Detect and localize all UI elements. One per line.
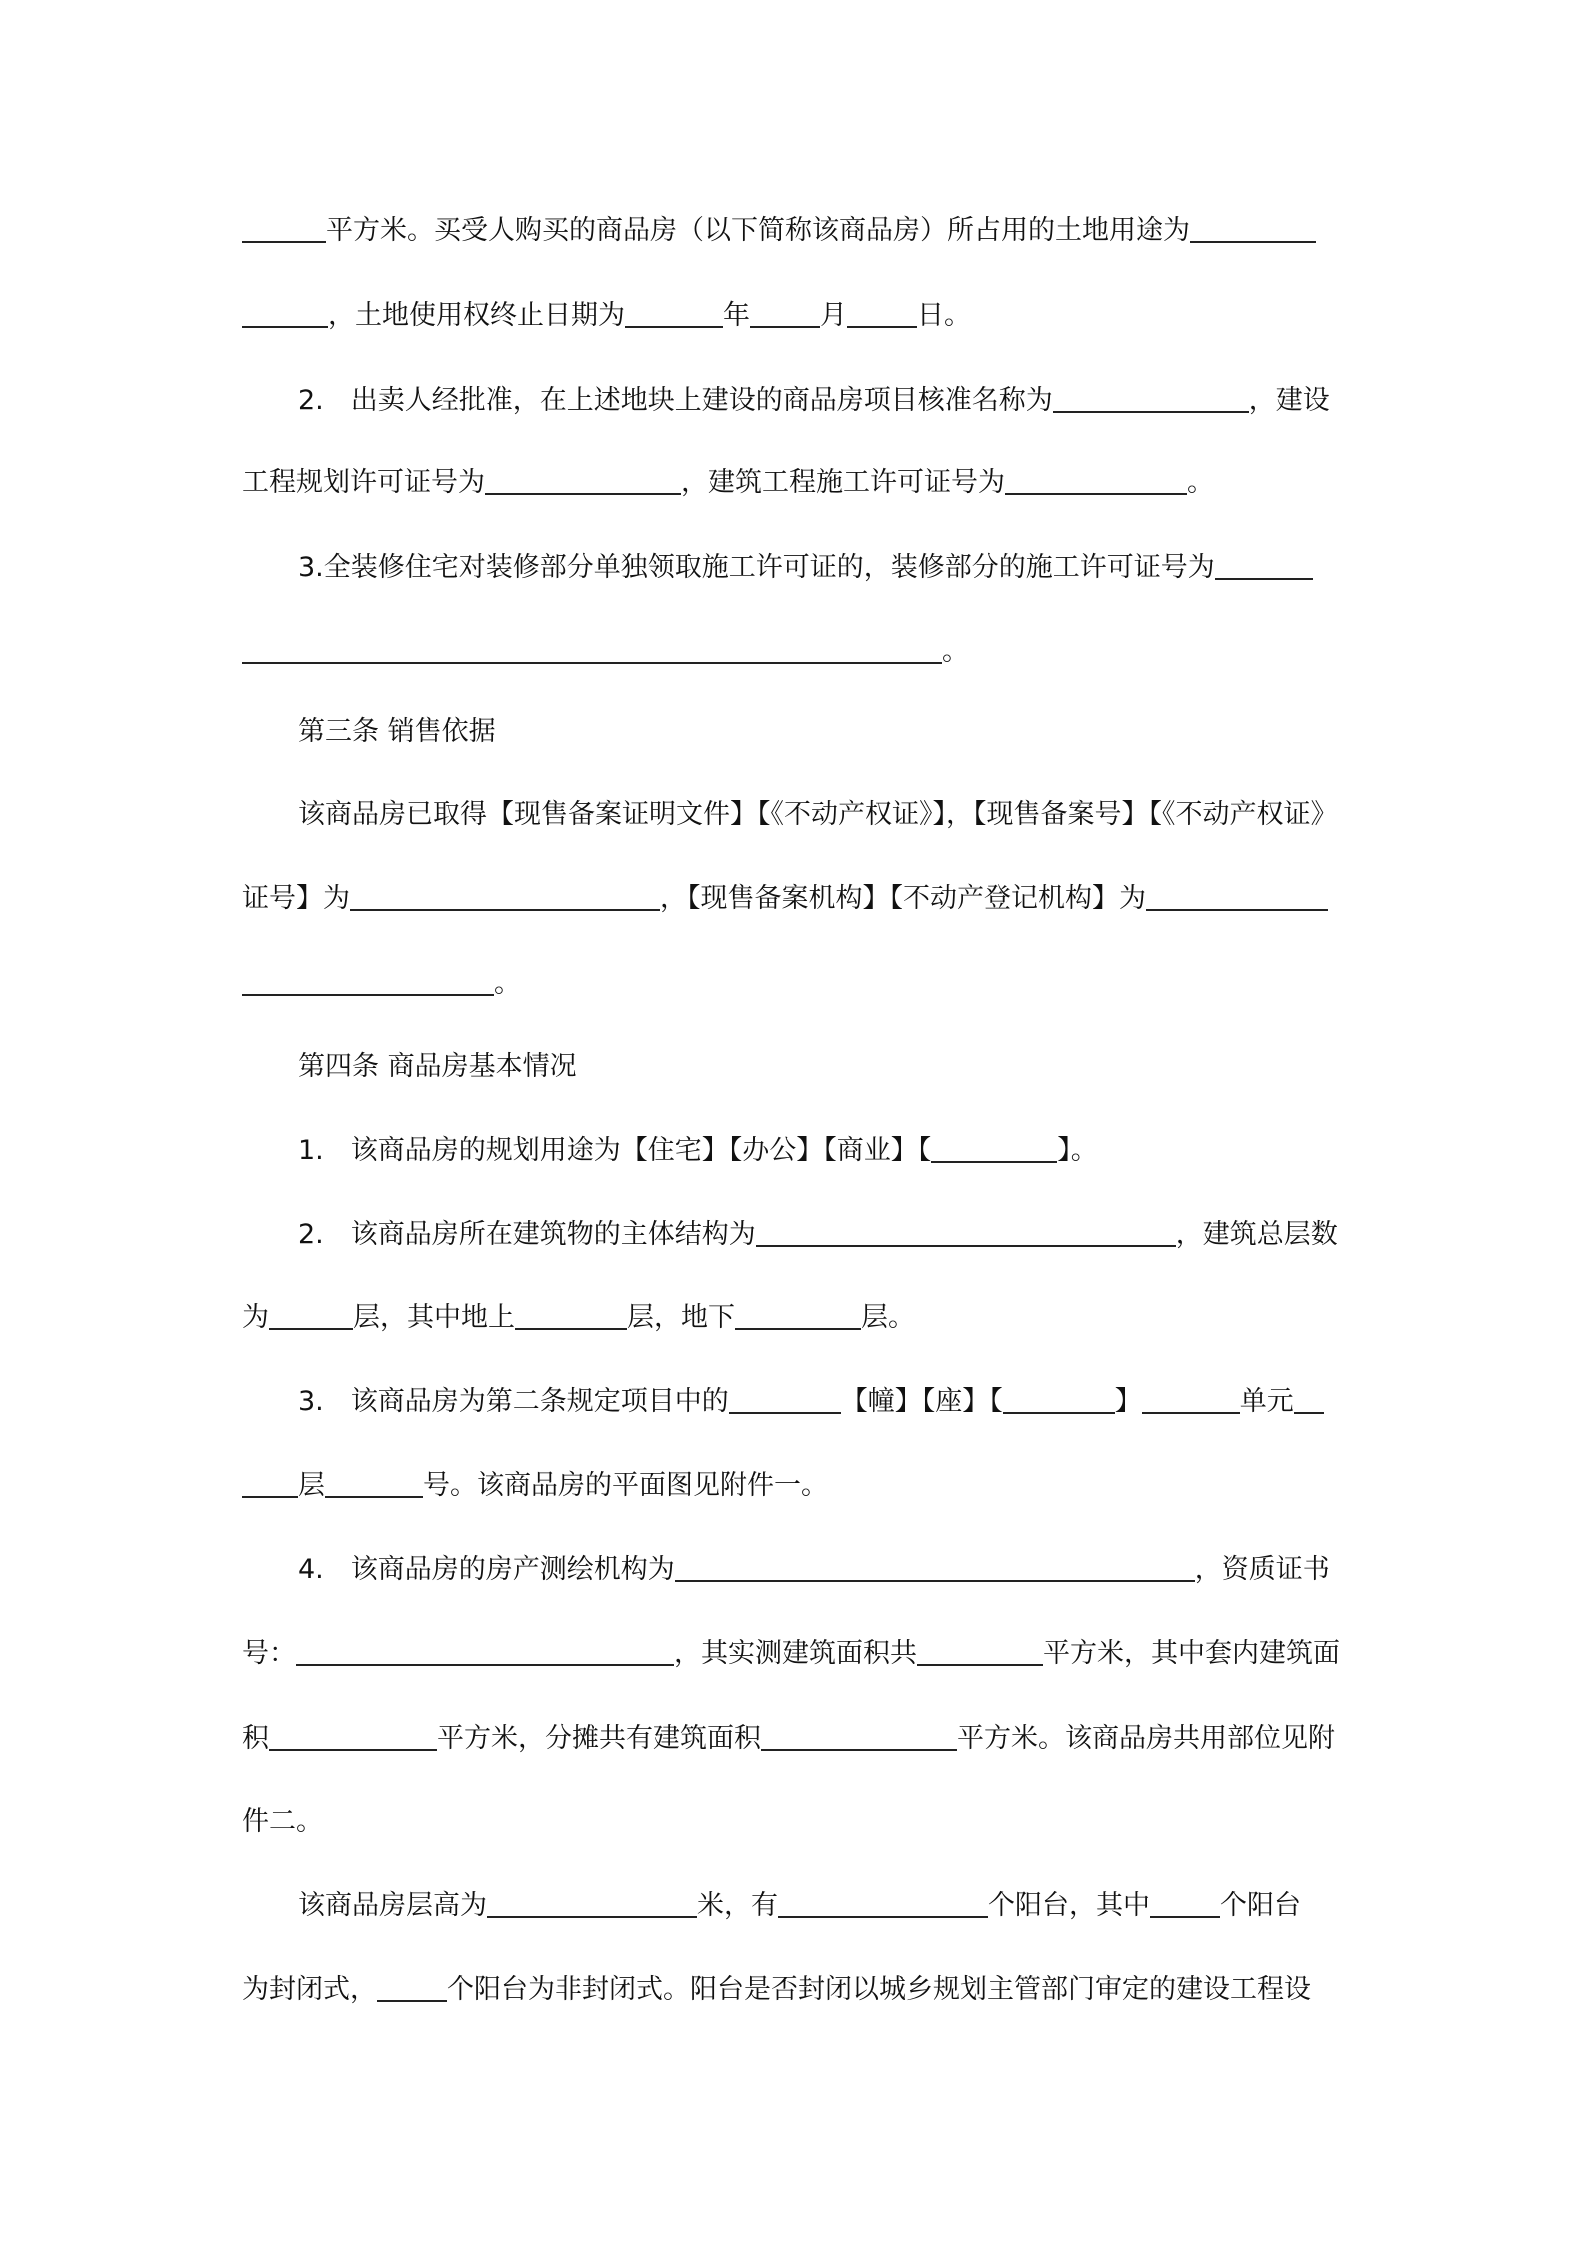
fill-in-blank[interactable] [242,209,326,243]
text: ，资质证书 [1194,1554,1330,1585]
fill-in-blank[interactable] [735,1296,861,1330]
fill-in-blank[interactable] [778,1884,988,1918]
line-4 [242,461,1358,505]
text: 单元 [1239,1386,1294,1417]
text: ，其实测建筑面积共 [674,1638,917,1669]
text: ，【现售备案机构】【不动产登记机构】为 [660,883,1146,914]
line-3 [298,379,1414,423]
line-22 [242,1968,1358,2012]
text: 为 [242,1302,269,1333]
text: 米，有 [697,1890,778,1921]
fill-in-blank[interactable] [625,294,723,328]
line-1 [242,209,1358,253]
fill-in-blank[interactable] [1142,1380,1240,1414]
fill-in-blank[interactable] [1005,461,1187,495]
line-2 [242,294,1358,338]
text: 第四条 商品房基本情况 [298,1051,577,1082]
text: ，土地使用权终止日期为 [328,300,625,331]
line-9 [242,877,1358,921]
fill-in-blank[interactable] [931,1129,1057,1163]
text: 个阳台 [1220,1890,1301,1921]
fill-in-blank[interactable] [269,1717,437,1751]
text: 工程规划许可证号为 [242,467,485,498]
line-18 [242,1632,1358,1676]
fill-in-blank[interactable] [487,1884,697,1918]
line-10 [242,962,1358,1006]
fill-in-blank[interactable] [1215,546,1313,580]
line-20 [242,1800,1358,1844]
fill-in-blank[interactable] [242,294,328,328]
text: 层，其中地上 [353,1302,515,1333]
section-3-heading [298,710,1414,754]
text: 【幢】【座】【 [840,1386,1003,1417]
line-19 [242,1717,1358,1761]
text: 积 [242,1723,269,1754]
text: 号： [242,1638,296,1669]
fill-in-blank[interactable] [750,294,820,328]
line-8 [298,793,1414,837]
text: 层，地下 [627,1302,735,1333]
fill-in-blank[interactable] [675,1548,1195,1582]
fill-in-blank[interactable] [756,1213,1176,1247]
fill-in-blank[interactable] [485,461,681,495]
fill-in-blank[interactable] [269,1296,353,1330]
text: 该商品房层高为 [298,1890,487,1921]
fill-in-blank[interactable] [377,1968,447,2002]
fill-in-blank[interactable] [1053,379,1249,413]
text: 4. 该商品房的房产测绘机构为 [298,1554,675,1585]
text: 个阳台，其中 [988,1890,1150,1921]
text: 2. 出卖人经批准，在上述地块上建设的商品房项目核准名称为 [298,385,1053,416]
line-5 [298,546,1414,590]
text: 件二。 [242,1806,323,1837]
text: 平方米。该商品房共用部位见附 [957,1723,1335,1754]
fill-in-blank[interactable] [242,1464,298,1498]
fill-in-blank[interactable] [242,630,942,664]
text: 2. 该商品房所在建筑物的主体结构为 [298,1219,756,1250]
fill-in-blank[interactable] [729,1380,841,1414]
fill-in-blank[interactable] [325,1464,423,1498]
text: 号。该商品房的平面图见附件一。 [423,1470,828,1501]
line-13 [298,1213,1414,1257]
fill-in-blank[interactable] [1150,1884,1220,1918]
fill-in-blank[interactable] [847,294,917,328]
text: 平方米，分摊共有建筑面积 [437,1723,761,1754]
fill-in-blank[interactable] [917,1632,1043,1666]
text: 平方米。买受人购买的商品房（以下简称该商品房）所占用的土地用途为 [326,215,1190,246]
text: 3.全装修住宅对装修部分单独领取施工许可证的，装修部分的施工许可证号为 [298,552,1215,583]
line-14 [242,1296,1358,1340]
line-17 [298,1548,1414,1592]
section-4-heading [298,1045,1414,1089]
fill-in-blank[interactable] [761,1717,957,1751]
text: 月 [820,300,847,331]
line-21 [298,1884,1414,1928]
text: 。 [942,636,969,667]
text: ，建筑总层数 [1175,1219,1338,1250]
text: 年 [723,300,750,331]
fill-in-blank[interactable] [350,877,660,911]
text: 】 [1114,1386,1142,1417]
fill-in-blank[interactable] [1146,877,1328,911]
text: 1. 该商品房的规划用途为【住宅】【办公】【商业】【 [298,1135,932,1166]
text: 。 [1187,467,1214,498]
line-6 [242,630,1358,674]
fill-in-blank[interactable] [1294,1380,1324,1414]
line-16 [242,1464,1358,1508]
fill-in-blank[interactable] [515,1296,627,1330]
text: 个阳台为非封闭式。阳台是否封闭以城乡规划主管部门审定的建设工程设 [447,1974,1311,2005]
text: ，建设 [1248,385,1330,416]
text: 第三条 销售依据 [298,716,496,747]
text: 。 [494,968,521,999]
fill-in-blank[interactable] [296,1632,674,1666]
fill-in-blank[interactable] [1190,209,1316,243]
text: 该商品房已取得【现售备案证明文件】【《不动产权证》】，【现售备案号】【《不动产权证》 [298,799,1338,830]
text: 层 [298,1470,325,1501]
text: ，建筑工程施工许可证号为 [681,467,1005,498]
text: 3. 该商品房为第二条规定项目中的 [298,1386,729,1417]
text: 层。 [861,1302,915,1333]
line-15 [298,1380,1414,1424]
text: 日。 [917,300,971,331]
text: 为封闭式， [242,1974,377,2005]
text: 平方米，其中套内建筑面 [1043,1638,1340,1669]
fill-in-blank[interactable] [1003,1380,1115,1414]
text: 】。 [1057,1135,1098,1166]
line-12 [298,1129,1414,1173]
fill-in-blank[interactable] [242,962,494,996]
text: 证号】为 [242,883,350,914]
